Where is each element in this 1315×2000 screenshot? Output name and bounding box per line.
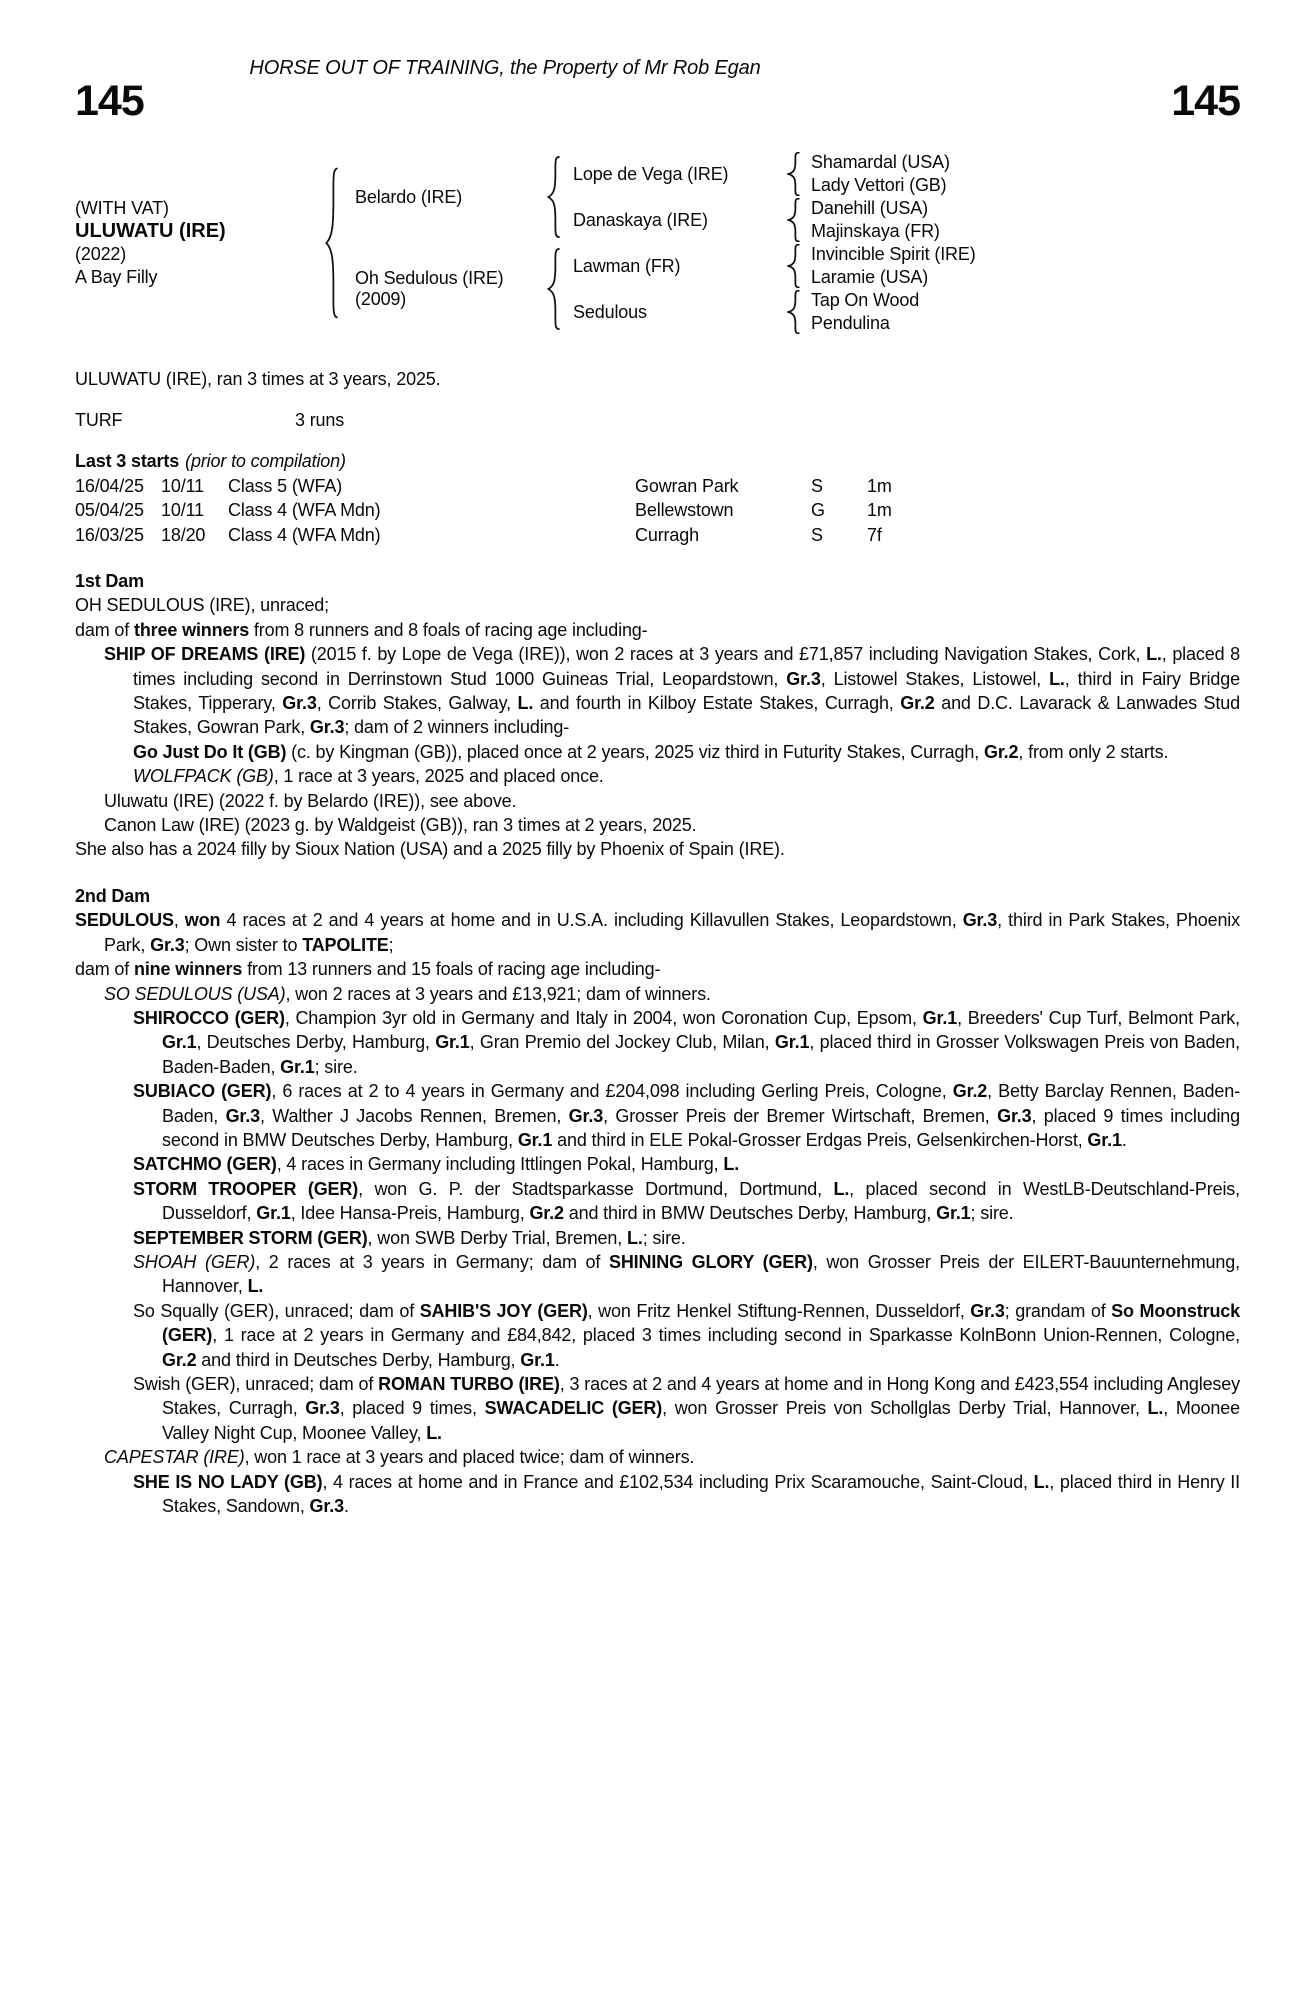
pedigree-paragraph xyxy=(75,1470,1240,1519)
text-run: ; xyxy=(388,934,394,955)
race-course: Bellewstown xyxy=(635,500,734,520)
text-run: ; dam of 2 winners including- xyxy=(344,717,570,738)
lot-number-left: 145 xyxy=(75,77,144,125)
text-run: Gr.2 xyxy=(162,1349,197,1370)
text-run: , placed second in WestLB-Deutschland-Preis, Dusseldorf, xyxy=(162,1178,1240,1224)
race-date: 16/03/25 xyxy=(75,524,144,545)
race-row xyxy=(75,498,1240,523)
text-run: , 1 race at 2 years in Germany and £84,842, placed 3 times including second in Sparkasse KolnBonn Union-Rennen, Cologne, xyxy=(212,1325,1240,1346)
text-run: L. xyxy=(833,1178,850,1199)
text-run: ; sire. xyxy=(314,1056,358,1077)
pedigree-paragraph xyxy=(75,982,1240,1006)
text-run: Gr.1 xyxy=(256,1203,291,1224)
race-summary: ULUWATU (IRE), ran 3 times at 3 years, 2025. xyxy=(75,369,441,389)
last-starts-note: (prior to compilation) xyxy=(185,451,346,471)
text-run: , won G. P. der Stadtsparkasse Dortmund, Dortmund, xyxy=(358,1178,834,1199)
text-run: dam of xyxy=(75,959,134,980)
race-date: 05/04/25 xyxy=(75,500,144,520)
text-run: Gr.1 xyxy=(162,1032,197,1053)
text-run: . xyxy=(554,1349,560,1370)
text-run: 4 races at 2 and 4 years at home and in U.S.A. including Killavullen Stakes, Leopardstown, xyxy=(220,910,963,931)
last-starts-label: Last 3 starts xyxy=(75,451,180,471)
text-run: ROMAN TURBO (IRE) xyxy=(378,1374,560,1394)
text-run: Gr.3 xyxy=(962,910,998,931)
race-position: 10/11 xyxy=(161,500,204,520)
page-title: HORSE OUT OF TRAINING, the Property of Mr Rob Egan xyxy=(249,57,761,79)
text-run: , third in Fairy Bridge Stakes, Tipperary, xyxy=(133,668,1240,714)
gen4-name: Pendulina xyxy=(811,313,890,333)
pedigree-grid xyxy=(75,151,1240,335)
pedigree-brace-icon xyxy=(547,151,573,243)
text-run: ; grandam of xyxy=(1004,1300,1112,1321)
text-run: won xyxy=(184,910,221,931)
pedigree-paragraph xyxy=(75,1226,1240,1250)
horse-description: A Bay Filly xyxy=(75,267,158,287)
text-run: , Gran Premio del Jockey Club, Milan, xyxy=(469,1032,775,1053)
text-run: (c. by Kingman (GB)), placed once at 2 years, 2025 viz third in Futurity Stakes, Curragh, xyxy=(286,741,984,762)
surface-line xyxy=(75,408,1240,432)
text-run: . xyxy=(343,1496,349,1517)
text-run: and third in ELE Pokal-Grosser Erdgas Preis, Gelsenkirchen-Horst, xyxy=(552,1129,1088,1150)
lot-number-right: 145 xyxy=(1171,77,1240,125)
text-run: , Listowel Stakes, Listowel, xyxy=(820,668,1050,689)
text-run: SEPTEMBER STORM (GER) xyxy=(133,1227,368,1248)
gen4-name: Danehill (USA) xyxy=(811,198,928,218)
text-run: SHIROCCO (GER) xyxy=(133,1007,285,1028)
text-run: So Squally (GER), unraced; dam of xyxy=(133,1300,420,1321)
text-run: L. xyxy=(723,1154,740,1175)
text-run: SHIP OF DREAMS (IRE) xyxy=(104,644,306,665)
text-run: ; sire. xyxy=(642,1227,686,1248)
text-run: SHINING GLORY (GER) xyxy=(608,1251,813,1272)
text-run: Canon Law (IRE) (2023 g. by Waldgeist (GB)), ran 3 times at 2 years, 2025. xyxy=(104,815,697,836)
gen3-name: Lawman (FR) xyxy=(573,255,681,276)
text-run: from 13 runners and 15 foals of racing age including- xyxy=(242,959,661,980)
text-run: , won Grosser Preis von Schollglas Derby Trial, Hannover, xyxy=(662,1398,1148,1419)
race-course: Curragh xyxy=(635,524,699,545)
text-run: , Champion 3yr old in Germany and Italy in 2004, won Coronation Cup, Epsom, xyxy=(284,1007,923,1028)
text-run: SUBIACO (GER) xyxy=(133,1081,272,1102)
text-run: L. xyxy=(1049,668,1065,689)
text-run: , 6 races at 2 to 4 years in Germany and £204,098 including Gerling Preis, Cologne, xyxy=(271,1081,953,1102)
text-run: ; Own sister to xyxy=(184,934,303,955)
text-run: Go Just Do It (GB) xyxy=(133,741,287,762)
text-run: , Walther J Jacobs Rennen, Bremen, xyxy=(260,1105,569,1126)
text-run: nine winners xyxy=(133,959,243,980)
race-position: 10/11 xyxy=(161,475,204,496)
text-run: Uluwatu (IRE) (2022 f. by Belardo (IRE)), see above. xyxy=(104,790,517,811)
pedigree-brace-icon xyxy=(547,243,573,335)
gen3-name: Danaskaya (IRE) xyxy=(573,209,708,230)
pedigree-paragraph xyxy=(75,1372,1240,1445)
text-run: STORM TROOPER (GER) xyxy=(133,1178,359,1199)
text-run: SHOAH (GER) xyxy=(133,1251,256,1272)
gen2-name: Belardo (IRE) xyxy=(355,186,463,207)
text-run: , placed 9 times including second in BMW Deutsches Derby, Hamburg, xyxy=(162,1105,1241,1150)
text-run: L. xyxy=(1146,644,1162,665)
race-going: S xyxy=(811,475,823,496)
gen3-name: Sedulous xyxy=(573,301,647,322)
section-heading: 1st Dam xyxy=(75,571,144,591)
text-run: Gr.1 xyxy=(280,1056,315,1077)
pedigree-brace-icon xyxy=(787,289,811,335)
pedigree-paragraph xyxy=(75,789,1240,813)
text-run: Gr.1 xyxy=(936,1203,971,1224)
pedigree-paragraph xyxy=(75,593,1240,617)
text-run: SO SEDULOUS (USA) xyxy=(104,983,286,1004)
race-position: 18/20 xyxy=(161,524,206,545)
text-run: Gr.1 xyxy=(517,1129,553,1150)
text-run: , 1 race at 3 years, 2025 and placed once. xyxy=(273,766,604,787)
pedigree-paragraph xyxy=(75,1006,1240,1079)
race-distance: 1m xyxy=(867,475,892,496)
birth-year: (2022) xyxy=(75,244,127,264)
text-run: , Breeders' Cup Turf, Belmont Park, xyxy=(957,1007,1240,1028)
pedigree-paragraph xyxy=(75,957,1240,981)
lot-row xyxy=(75,77,1240,125)
text-run: three winners xyxy=(133,619,250,640)
text-run: So Moonstruck (GER) xyxy=(162,1300,1241,1346)
text-run: , 4 races in Germany including Ittlingen Pokal, Hamburg, xyxy=(276,1154,724,1175)
gen4-name: Majinskaya (FR) xyxy=(811,221,940,241)
text-run: Gr.1 xyxy=(1087,1129,1122,1150)
text-run: L. xyxy=(426,1422,442,1443)
text-run: , Corrib Stakes, Galway, xyxy=(316,693,518,714)
pedigree-paragraph xyxy=(75,813,1240,837)
text-run: SWACADELIC (GER) xyxy=(484,1398,663,1419)
text-run: , won Grosser Preis der EILERT-Bauunternehmung, Hannover, xyxy=(162,1251,1240,1297)
section-heading: 2nd Dam xyxy=(75,885,150,906)
text-run: , placed third in Grosser Volkswagen Preis von Baden, Baden-Baden, xyxy=(162,1032,1240,1077)
text-run: TAPOLITE xyxy=(302,934,389,955)
text-run: Swish (GER), unraced; dam of xyxy=(133,1374,379,1394)
pedigree-paragraph xyxy=(75,837,1240,861)
pedigree-brace-icon xyxy=(787,243,811,289)
text-run: L. xyxy=(517,693,534,714)
pedigree-paragraph xyxy=(75,1177,1240,1226)
pedigree-brace-icon xyxy=(787,197,811,243)
text-run: Gr.1 xyxy=(435,1032,470,1053)
pedigree-paragraph xyxy=(75,1299,1240,1372)
pedigree-paragraph xyxy=(75,1079,1240,1152)
text-run: , won 2 races at 3 years and £13,921; dam of winners. xyxy=(285,983,711,1004)
race-row xyxy=(75,474,1240,499)
text-run: . xyxy=(1121,1129,1127,1150)
text-run: , won SWB Derby Trial, Bremen, xyxy=(367,1227,627,1248)
pedigree-paragraph xyxy=(75,1152,1240,1176)
gen4-name: Invincible Spirit (IRE) xyxy=(811,244,976,264)
text-run: , placed 8 times including second in Derrinstown Stud 1000 Guineas Trial, Leopardstown, xyxy=(133,644,1241,689)
horse-name: ULUWATU (IRE) xyxy=(75,220,226,242)
text-run: SEDULOUS xyxy=(75,910,174,931)
pedigree-paragraph xyxy=(75,642,1240,740)
text-run: L. xyxy=(626,1227,643,1248)
text-run: L. xyxy=(247,1276,264,1297)
text-run: Gr.2 xyxy=(952,1081,988,1102)
text-run: , Deutsches Derby, Hamburg, xyxy=(196,1032,436,1053)
text-run: , Betty Barclay Rennen, Baden-Baden, xyxy=(162,1081,1240,1126)
pedigree-brace-icon xyxy=(325,151,355,335)
race-going: S xyxy=(811,524,823,545)
text-run: , placed third in Henry II Stakes, Sandown, xyxy=(162,1471,1240,1517)
race-date: 16/04/25 xyxy=(75,475,144,496)
text-run: , won Fritz Henkel Stiftung-Rennen, Dusseldorf, xyxy=(587,1300,971,1321)
text-run: and third in BMW Deutsches Derby, Hamburg, xyxy=(563,1203,937,1224)
text-run: L. xyxy=(1033,1471,1050,1492)
gen4-name: Laramie (USA) xyxy=(811,267,929,287)
text-run: , Idee Hansa-Preis, Hamburg, xyxy=(290,1203,530,1224)
race-class: Class 4 (WFA Mdn) xyxy=(228,500,381,520)
text-run: Gr.3 xyxy=(786,668,821,689)
race-distance: 7f xyxy=(867,524,882,545)
pedigree-paragraph xyxy=(75,1445,1240,1469)
gen3-name: Lope de Vega (IRE) xyxy=(573,163,729,184)
text-run: , placed 9 times, xyxy=(339,1398,485,1419)
race-table xyxy=(75,474,1240,548)
text-run: SHE IS NO LADY (GB) xyxy=(133,1471,323,1492)
text-run: OH SEDULOUS (IRE), unraced; xyxy=(75,595,330,616)
text-run: and fourth in Kilboy Estate Stakes, Curragh, xyxy=(533,693,901,714)
text-run: L. xyxy=(1147,1398,1164,1419)
text-run: WOLFPACK (GB) xyxy=(133,766,274,787)
text-run: from 8 runners and 8 foals of racing age including- xyxy=(249,619,648,640)
subject-block xyxy=(75,197,325,289)
text-run: , Grosser Preis der Bremer Wirtschaft, Bremen, xyxy=(603,1105,998,1126)
text-run: Gr.1 xyxy=(922,1007,958,1028)
text-run: Gr.3 xyxy=(305,1398,340,1419)
gen2-name: Oh Sedulous (IRE) (2009) xyxy=(355,268,504,309)
text-run: Gr.1 xyxy=(520,1349,555,1370)
text-run: Gr.3 xyxy=(309,717,345,738)
text-run: CAPESTAR (IRE) xyxy=(104,1447,245,1468)
text-run: , 3 races at 2 and 4 years at home and in Hong Kong and £423,554 including Anglesey Stakes, Curragh, xyxy=(162,1374,1240,1419)
pedigree-paragraph xyxy=(75,908,1240,957)
text-run: , third in Park Stakes, Phoenix Park, xyxy=(104,910,1240,955)
text-run: Gr.2 xyxy=(983,741,1019,762)
text-run: , Moonee Valley Night Cup, Moonee Valley, xyxy=(162,1398,1240,1443)
text-run: , xyxy=(173,910,185,931)
pedigree-paragraph xyxy=(75,618,1240,642)
gen4-name: Tap On Wood xyxy=(811,290,920,310)
text-run: Gr.2 xyxy=(529,1203,564,1224)
text-run: SATCHMO (GER) xyxy=(133,1154,277,1175)
pedigree-paragraph xyxy=(75,740,1240,764)
dam-sections xyxy=(75,569,1240,1518)
race-class: Class 5 (WFA) xyxy=(228,475,343,496)
race-row xyxy=(75,523,1240,548)
last-starts-heading xyxy=(75,449,1240,474)
surface-label: TURF xyxy=(75,410,123,430)
text-run: SAHIB'S JOY (GER) xyxy=(419,1300,588,1321)
text-run: dam of xyxy=(75,619,134,640)
text-run: Gr.1 xyxy=(774,1032,810,1053)
text-run: She also has a 2024 filly by Sioux Nation (USA) and a 2025 filly by Phoenix of Spain (IRE). xyxy=(75,839,785,860)
text-run: Gr.3 xyxy=(997,1105,1032,1126)
text-run: Gr.3 xyxy=(568,1105,604,1126)
text-run: and D.C. Lavarack & Lanwades Stud Stakes, Gowran Park, xyxy=(133,693,1240,738)
pedigree-paragraph xyxy=(75,764,1240,788)
pedigree-paragraph xyxy=(75,1250,1240,1299)
text-run: Gr.3 xyxy=(282,693,317,714)
text-run: , 4 races at home and in France and £102,534 including Prix Scaramouche, Saint-Cloud, xyxy=(322,1471,1034,1492)
text-run: , from only 2 starts. xyxy=(1018,741,1169,762)
gen4-name: Shamardal (USA) xyxy=(811,152,950,172)
text-run: (2015 f. by Lope de Vega (IRE)), won 2 races at 3 years and £71,857 including Navigation Stakes, Cork, xyxy=(305,644,1147,665)
text-run: , won 1 race at 3 years and placed twice; dam of winners. xyxy=(244,1447,695,1468)
text-run: Gr.3 xyxy=(309,1496,344,1517)
text-run: , 2 races at 3 years in Germany; dam of xyxy=(255,1251,609,1272)
text-run: Gr.2 xyxy=(900,693,935,714)
with-vat-label: (WITH VAT) xyxy=(75,198,169,218)
text-run: Gr.3 xyxy=(150,934,185,955)
race-distance: 1m xyxy=(867,500,892,520)
runs-count: 3 runs xyxy=(295,410,345,430)
pedigree-brace-icon xyxy=(787,151,811,197)
text-run: Gr.3 xyxy=(225,1105,261,1126)
gen4-name: Lady Vettori (GB) xyxy=(811,175,947,195)
text-run: ; sire. xyxy=(970,1203,1014,1224)
text-run: Gr.3 xyxy=(970,1300,1005,1321)
race-course: Gowran Park xyxy=(635,475,739,496)
text-run: and third in Deutsches Derby, Hamburg, xyxy=(196,1349,521,1370)
race-class: Class 4 (WFA Mdn) xyxy=(228,524,381,545)
race-going: G xyxy=(811,500,825,520)
